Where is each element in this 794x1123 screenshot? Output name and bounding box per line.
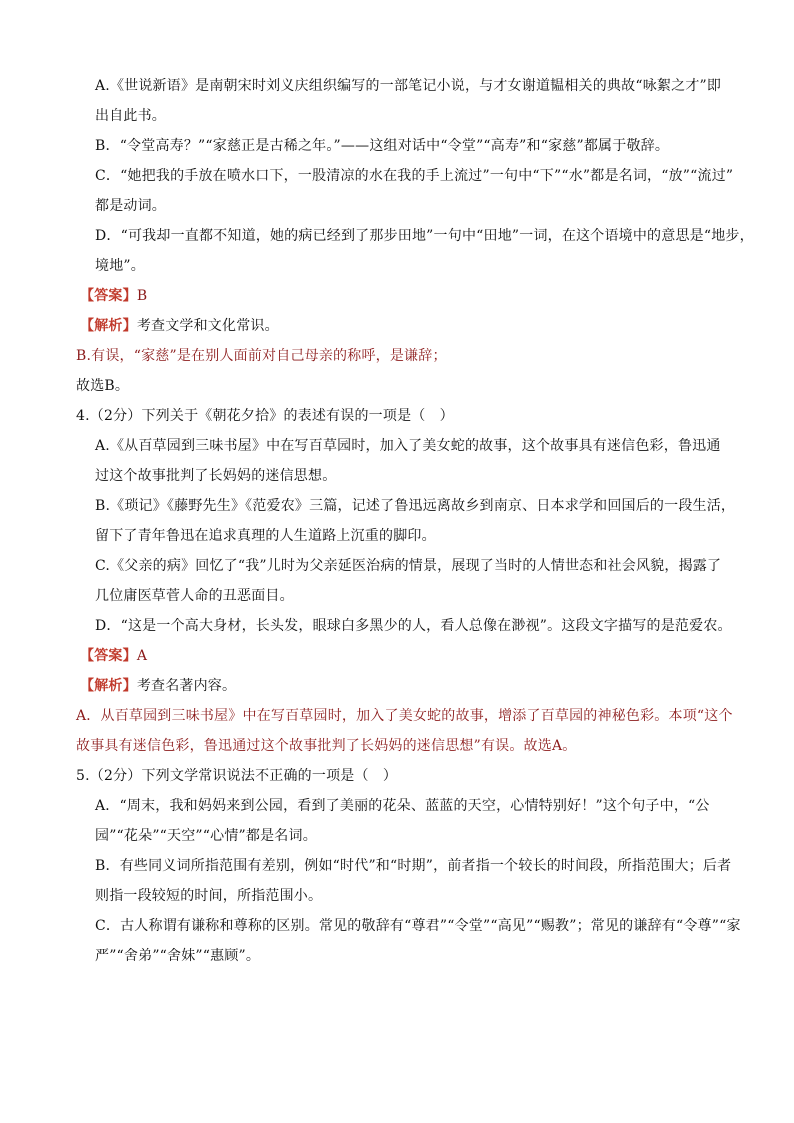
analysis-tag: 【解析】 — [80, 318, 137, 334]
q3-option-b: B．“令堂高寿？”“家慈正是古稀之年。”——这组对话中“令堂”“高寿”和“家慈”都属于敬辞。 — [95, 138, 670, 154]
q4-option-b-line2: 留下了青年鲁迅在追求真理的人生道路上沉重的脚印。 — [95, 528, 436, 544]
q3-option-c-line2: 都是动词。 — [95, 198, 166, 214]
q4-option-c-line2: 几位庸医草菅人命的丑恶面目。 — [95, 588, 294, 604]
answer-tag: 【答案】 — [80, 288, 137, 304]
q5-option-c-line2: 严”“舍弟”“舍妹”“惠顾”。 — [95, 948, 261, 964]
q4-option-c-line1: C.《父亲的病》回忆了“我”儿时为父亲延医治病的情景，展现了当时的人情世态和社会风貌，揭露了 — [95, 558, 722, 574]
q4-answer — [80, 646, 147, 666]
answer-value: B — [136, 288, 148, 304]
q3-conclusion: 故选B。 — [76, 378, 130, 394]
q4-option-d: D．“这是一个高大身材，长头发，眼球白多黑少的人，看人总像在渺视”。这段文字描写的是范爱农。 — [95, 618, 732, 634]
q5-option-a-line1: A．“周末，我和妈妈来到公园，看到了美丽的花朵、蓝蓝的天空，心情特别好！”这个句子中，“公 — [95, 798, 710, 814]
q4-option-b-line1: B.《琐记》《藤野先生》《范爱农》三篇，记述了鲁迅远离故乡到南京、日本求学和回国后的一段生活， — [95, 498, 736, 514]
q3-option-a-line1: A.《世说新语》是南朝宋时刘义庆组织编写的一部笔记小说，与才女谢道韫相关的典故“咏絮之才”即 — [95, 78, 722, 94]
question-4-stem: 4.（2分）下列关于《朝花夕拾》的表述有误的一项是（ ） — [76, 408, 454, 424]
q5-option-a-line2: 园”“花朵”“天空”“心情”都是名词。 — [95, 828, 317, 844]
q3-analysis — [80, 316, 279, 336]
q4-option-a-line2: 过这个故事批判了长妈妈的迷信思想。 — [95, 468, 337, 484]
answer-value: A — [136, 648, 148, 664]
analysis-text: 考查文学和文化常识。 — [136, 318, 279, 334]
q3-option-c-line1: C．“她把我的手放在喷水口下，一股清凉的水在我的手上流过”一句中“下”“水”都是名词，“放”“流过” — [95, 168, 734, 184]
q4-option-a-line1: A.《从百草园到三味书屋》中在写百草园时，加入了美女蛇的故事，这个故事具有迷信色彩，鲁迅通 — [95, 438, 721, 454]
q3-option-a-line2: 出自此书。 — [95, 108, 166, 124]
q4-analysis-detail-line2: 故事具有迷信色彩，鲁迅通过这个故事批判了长妈妈的迷信思想”有误。故选A。 — [76, 738, 577, 754]
question-5-stem: 5.（2分）下列文学常识说法不正确的一项是（ ） — [76, 768, 398, 784]
analysis-tag: 【解析】 — [80, 678, 137, 694]
q3-option-d-line1: D．“可我却一直都不知道，她的病已经到了那步田地”一句中“田地”一词，在这个语境中的意思是“地步， — [95, 228, 754, 244]
q4-analysis-detail-line1: A．从百草园到三味书屋》中在写百草园时，加入了美女蛇的故事，增添了百草园的神秘色彩。本项“这个 — [76, 708, 733, 724]
q5-option-c-line1: C．古人称谓有谦称和尊称的区别。常见的敬辞有“尊君”“令堂”“高见”“赐教”；常见的谦辞有“令尊”“家 — [95, 918, 741, 934]
answer-tag: 【答案】 — [80, 648, 137, 664]
q5-option-b-line2: 则指一段较短的时间，所指范围小。 — [95, 888, 323, 904]
q3-answer — [80, 286, 147, 306]
q3-analysis-detail: B.有误，“家慈”是在别人面前对自己母亲的称呼，是谦辞； — [76, 348, 447, 364]
analysis-text: 考查名著内容。 — [136, 678, 237, 694]
q4-analysis — [80, 676, 236, 696]
q3-option-d-line2: 境地”。 — [95, 258, 145, 274]
q5-option-b-line1: B．有些同义词所指范围有差别，例如“时代”和“时期”，前者指一个较长的时间段，所指范围大；后者 — [95, 858, 732, 874]
